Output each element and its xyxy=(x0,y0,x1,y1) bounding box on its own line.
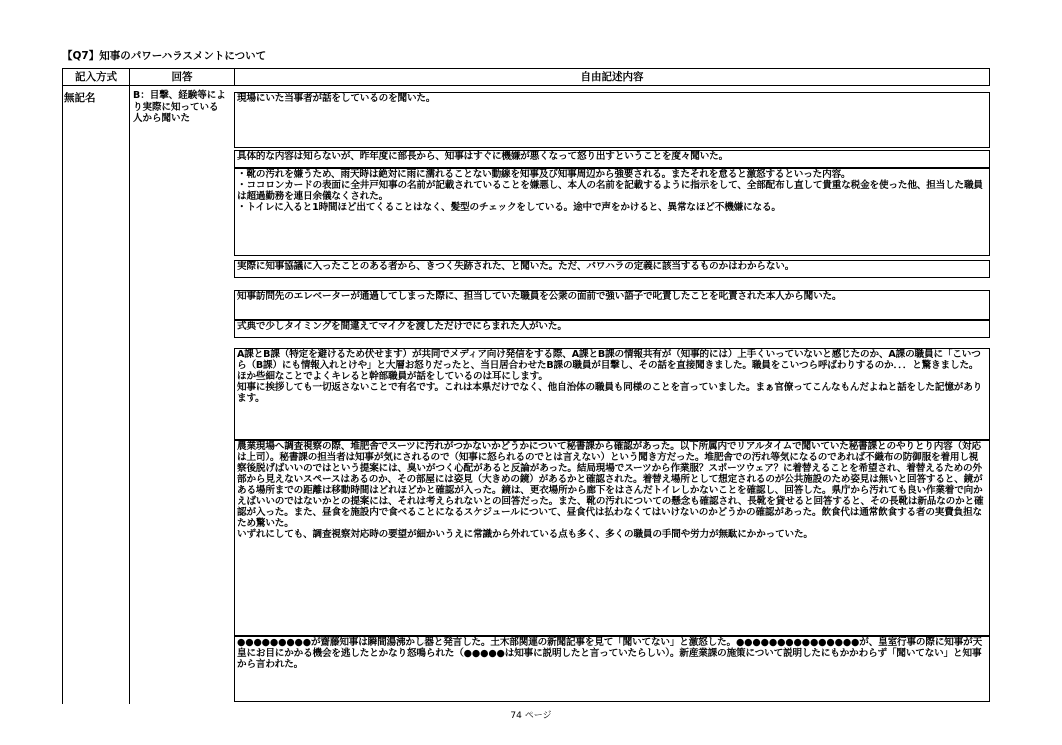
column-divider-line xyxy=(129,86,130,704)
method-value: 無記名 xyxy=(64,92,96,104)
entry-cell xyxy=(234,348,990,440)
entry-text: 実際に知事協議に入ったことのある者から、きつく失跡された、と聞いた。ただ、パワハラの定義に該当するものかはわからない。 xyxy=(237,261,795,272)
entry-text: 知事訪問先のエレベーターが通過してしまった際に、担当していた職員を公衆の面前で強い語子で叱責したことを叱責された本人から聞いた。 xyxy=(237,291,842,302)
left-border-line xyxy=(62,86,63,704)
header-answer: 回答 xyxy=(129,68,235,86)
header-method: 記入方式 xyxy=(62,68,130,86)
entry-text: A課とB課（特定を避けるため伏せます）が共同でメディア向け発信をする際、A課とB課の情報共有が（知事的には）上手くいっていないと感じたのか、A課の職員に「こいつら（B課）にも情報入れとけや」と大層お怒りだったと、当日居合わせたB課の職員が目撃し、その話を直接聞きました。職員をこいつら呼ばわりするのか．．．と驚きました。 ほか些細なことでよくキレると幹部職員が話をしているのは耳にします。 知事に挨拶しても一切返さないことで有名です。これは本県だけでなく、他自治体の職員も同様のことを言っていました。まぁ官僚ってこんなもんだよねと話をした記憶があります。 xyxy=(237,349,983,404)
entry-text: 式典で少しタイミングを間違えてマイクを渡しただけでにらまれた人がいた。 xyxy=(237,321,567,332)
entry-text: ・靴の汚れを嫌うため、雨天時は絶対に雨に濡れることない動線を知事及び知事周辺から強要される。またそれを怠ると激怒するといった内容。 ・ココロンカードの表面に全井戸知事の名前が記載されていることを嫌悪し、本人の名前を記載するように指示をして、全部配布し直して貴重な税金を使った他、担当した職員は超過勤務を連日余儀なくされた。 ・トイレに入ると1時間ほど出てくることはなく、髪型のチェックをしている。途中で声をかけると、異常なほど不機嫌になる。 xyxy=(237,169,983,213)
page-number: 74 ページ xyxy=(510,711,552,721)
entry-cell xyxy=(234,150,990,168)
entry-text: 具体的な内容は知らないが、昨年度に部長から、知事はすぐに機嫌が悪くなって怒り出すということを度々聞いた。 xyxy=(237,151,729,162)
entry-text: 現場にいた当事者が話をしているのを聞いた。 xyxy=(237,93,436,104)
entry-cell xyxy=(234,320,990,338)
entry-cell xyxy=(234,636,990,702)
entry-cell xyxy=(234,260,990,278)
page-title: 【Q7】知事のパワーハラスメントについて xyxy=(62,50,267,62)
entry-cell xyxy=(234,92,990,148)
entry-cell xyxy=(234,290,990,320)
entry-cell xyxy=(234,440,990,636)
entry-cell xyxy=(234,168,990,256)
entry-text: 農業現場へ調査視察の際、堆肥舎でスーツに汚れがつかないかどうかについて秘書課から確認があった。以下所属内でリアルタイムで聞いていた秘書課とのやりとり内容（対応は上司）。秘書課の担当者は知事が気にされるので（知事に怒られるのでとは言えない）という聞き方だった。堆肥舎での汚れ等気になるのであれば不織布の防御服を着用し視察後脱げばいいのではという提案には、臭いがつく心配があると反論があった。結局現場でスーツから作業服？スポーツウェア？に着替えることを希望され、着替えるための外部から見えないスペースはあるのか、その部屋には姿見（大きめの鏡）があるかと確認された。着替え場所として想定されるのが公共施設のため姿見は無いと回答すると、鏡がある場所までの距離は移動時間はどれほどかと確認が入った。鏡は、更衣場所から廊下をはさんだトイレしかないことを確認し、回答した。県庁から汚れても良い作業着で向かえばいいのではないかとの提案には、それは考えられないとの回答だった。また、靴の汚れについての懸念も確認され、長靴を貸せると回答すると、その長靴は新品なのかと確認が入った。また、昼食を施設内で食べることになるスケジュールについて、昼食代は払わなくてはいけないのかどうかの確認があった。飲食代は通常飲食する者の実費負担なため驚いた。 いずれにしても、調査視察対応時の要望が細かいうえに常識から外れている点も多く、多くの職員の手間や労力が無駄にかかっていた。 xyxy=(237,441,984,540)
entry-text: ●●●●●●●●●が齋藤知事は瞬間湯沸かし器と発言した。土木部関連の新聞記事を見て「聞いてない」と激怒した。●●●●●●●●●●●●●●●が、皇室行事の際に知事が天皇にお目にかかる機会を逃したとかなり怒鳴られた（●●●●●は知事に説明したと言っていたらしい）。新産業課の施策について説明したにもかかわらず「聞いてない」と知事から言われた。 xyxy=(237,637,983,670)
answer-value: B：目撃、経験等により実際に知っている人から聞いた xyxy=(133,90,226,124)
header-content: 自由記述内容 xyxy=(234,68,990,86)
